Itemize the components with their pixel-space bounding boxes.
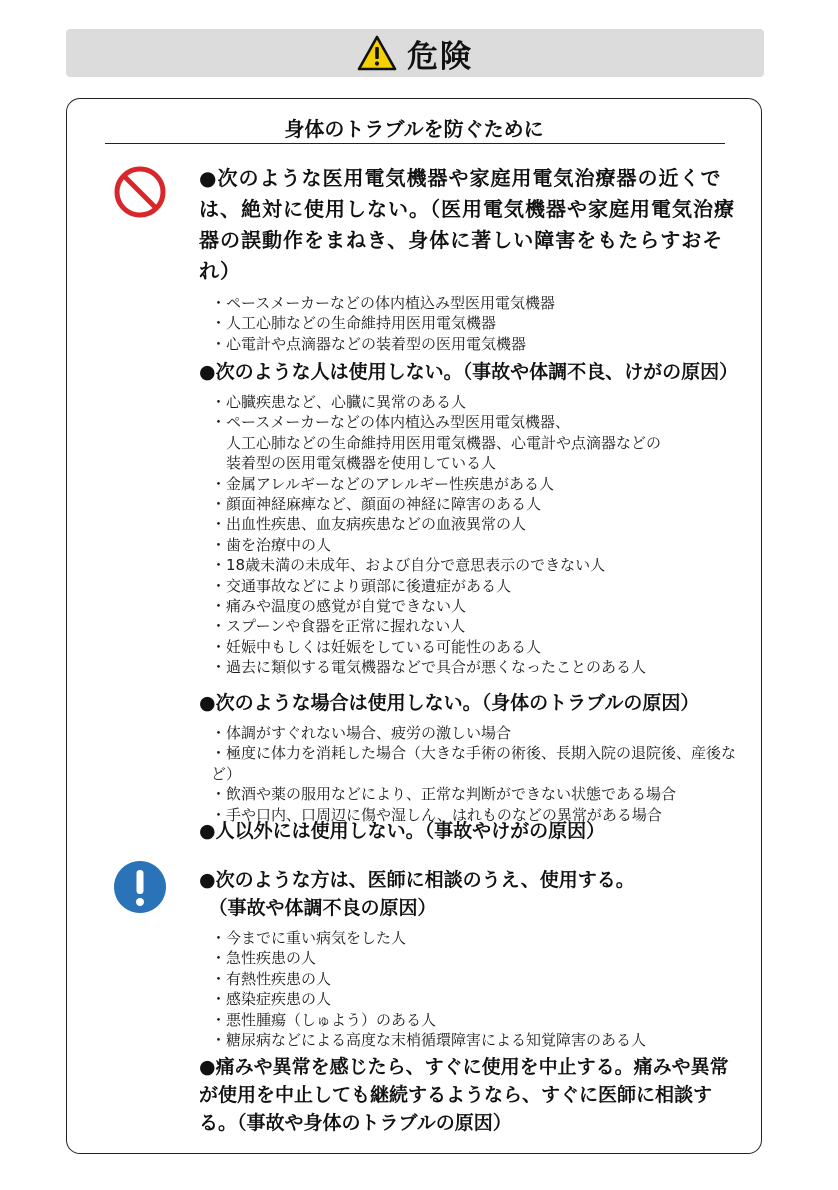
section-consult-doctor (199, 866, 739, 1050)
warning-triangle-icon (357, 35, 397, 71)
list-item: ・体調がすぐれない場合、疲労の激しい場合 (211, 724, 512, 742)
list-item: ・手や口内、口周辺に傷や湿しん、はれものなどの異常がある場合 (211, 805, 662, 824)
section-heading: ●次のような場合は使用しない。（身体のトラブルの原因） (199, 692, 700, 714)
list-item: ・顔面神経麻痺など、顔面の神経に障害のある人 (211, 495, 542, 514)
section-heading: ●次のような医用電気機器や家庭用電気治療器の近くでは、絶対に使用しない。（医用電気機器や家庭用電気治療器の誤動作をまねき、身体に著しい障害をもたらすおそれ） (199, 166, 735, 283)
prohibition-icon (113, 165, 167, 219)
list-item: ・糖尿病などによる高度な末梢循環障害による知覚障害のある人 (211, 1031, 647, 1050)
list-item: ・過去に類似する電気機器などで具合が悪くなったことのある人 (211, 658, 647, 677)
section-humans-only (199, 817, 739, 845)
list-item: ・飲酒や薬の服用などにより、正常な判断ができない状態である場合 (211, 785, 677, 804)
list-item: ・交通事故などにより頭部に後遺症がある人 (211, 576, 512, 595)
section-persons (199, 358, 739, 678)
section-conditions (199, 689, 739, 825)
list-item: ・金属アレルギーなどのアレルギー性疾患がある人 (211, 474, 555, 493)
list-item: ・有熱性疾患の人 (211, 969, 332, 988)
item-list (199, 928, 739, 1050)
section-heading: ●痛みや異常を感じたら、すぐに使用を中止する。痛みや異常が使用を中止しても継続するようなら、すぐに医師に相談する。（事故や身体のトラブルの原因） (199, 1056, 729, 1134)
section-medical-devices (199, 163, 739, 354)
section-heading: ●次のような方は、医師に相談のうえ、使用する。 （事故や体調不良の原因） (199, 869, 635, 919)
list-item: ・歯を治療中の人 (211, 535, 332, 554)
section-stop-use (199, 1053, 739, 1137)
section-heading: ●人以外には使用しない。（事故やけがの原因） (199, 820, 606, 842)
safety-panel (66, 98, 762, 1154)
list-item: ・ペースメーカーなどの体内植込み型医用電気機器 (211, 294, 555, 312)
list-item: ・心臓疾患など、心臓に異常のある人 (211, 393, 467, 411)
list-item: ・妊娠中もしくは妊娠をしている可能性のある人 (211, 637, 542, 656)
section-heading: ●次のような人は使用しない。（事故や体調不良、けがの原因） (199, 361, 739, 383)
list-item: ・スプーンや食器を正常に握れない人 (211, 617, 466, 636)
list-item: ・悪性腫瘍（しゅよう）のある人 (211, 1010, 437, 1029)
list-item: ・感染症疾患の人 (211, 990, 332, 1009)
item-list (199, 723, 739, 825)
danger-banner (66, 29, 764, 77)
list-item: ・急性疾患の人 (211, 949, 317, 968)
list-item: ・出血性疾患、血友病疾患などの血液異常の人 (211, 515, 527, 534)
exclamation-icon (113, 860, 167, 914)
list-item: ・今までに重い病気をした人 (211, 929, 407, 947)
item-list (199, 293, 739, 354)
item-list (199, 392, 739, 678)
panel-title: 身体のトラブルを防ぐために (284, 117, 544, 141)
list-item: ・痛みや温度の感覚が自覚できない人 (211, 597, 467, 616)
list-item: ・極度に体力を消耗した場合（大きな手術の術後、長期入院の退院後、産後など） (211, 744, 737, 783)
list-item: ・心電計や点滴器などの装着型の医用電気機器 (211, 334, 527, 353)
list-item: ・18歳未満の未成年、および自分で意思表示のできない人 (211, 556, 606, 575)
list-item: ・人工心肺などの生命維持用医用電気機器 (211, 314, 497, 333)
banner-title: 危険 (407, 38, 473, 75)
list-item: ・ペースメーカーなどの体内植込み型医用電気機器、 人工心肺などの生命維持用医用電気機器、心電計や点滴器などの 装着型の医用電気機器を使用している人 (211, 413, 662, 473)
title-divider (105, 143, 725, 144)
